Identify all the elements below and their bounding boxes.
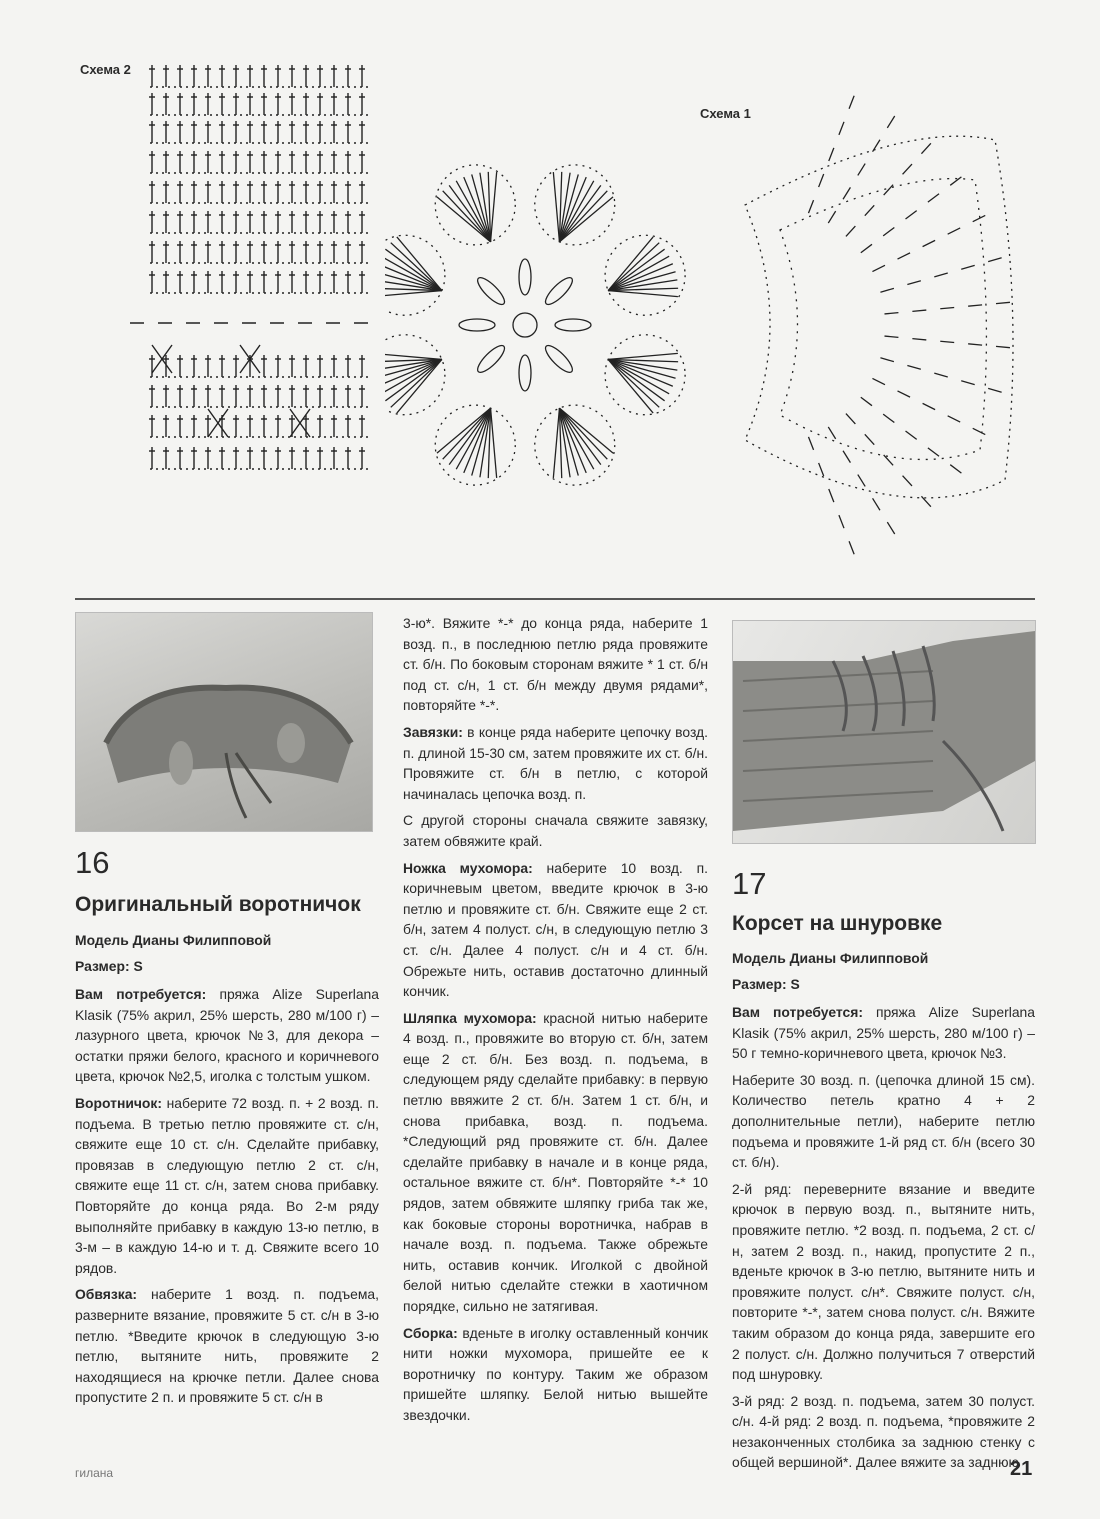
- page-number: 21: [1010, 1458, 1033, 1480]
- project-17-number: 17: [732, 866, 767, 901]
- project-16-size: Размер: S: [75, 958, 143, 974]
- stem-paragraph: Ножка мухомора: наберите 10 возд. п. коричневым цветом, введите крючок в 3-ю петлю и провяжите ст. б/н. Свяжите еще 2 ст. б/н, затем 4 полуст. с/н, в следующую петлю 3 ст. с/н. Далее 4 полуст. с/н и 4 ст. б/н. Обрежьте нить, оставив достаточно длинный кончик.: [403, 859, 708, 1000]
- collar-photo: [75, 612, 373, 832]
- scheme-2-diagram: [120, 55, 390, 495]
- footer-brand: гилана: [75, 1466, 114, 1480]
- corset-materials-paragraph: Вам потребуется: пряжа Alize Superlana Klasik (75% акрил, 25% шерсть, 280 м/100 г) – 50 г темно-коричневого цвета, крючок №3.: [732, 1004, 1035, 1062]
- project-16-number: 16: [75, 845, 110, 880]
- project-17-size: Размер: S: [732, 976, 800, 992]
- project-16-title: Оригинальный воротничок: [75, 893, 361, 916]
- corset-start-paragraph: Наберите 30 возд. п. (цепочка длиной 15 см). Количество петель кратно 4 + 2 дополнительные петли), наберите петлю подъема и провяжите 1-й ряд ст. б/н (всего 30 ст. б/н).: [732, 1071, 1035, 1171]
- column-2-text: [403, 613, 708, 1432]
- scheme-1-label: Схема 1: [700, 106, 751, 121]
- column-3-text: [732, 1002, 1035, 1479]
- collar-paragraph: Воротничок: наберите 72 возд. п. + 2 возд. п. подъема. В третью петлю провяжите ст. с/н, свяжите еще 10 ст. с/н. Сделайте прибавку, провязав в следующую петлю 2 ст. с/н, свяжите еще 11 ст. с/н, затем снова прибавку. Повторяйте до конца ряда. Во 2-м ряду выполняйте прибавку в каждую 13-ю петлю, в 3-м – в каждую 14-ю и т. д. Свяжите всего 10 рядов.: [75, 1094, 379, 1276]
- edging-continued-paragraph: 3-ю*. Вяжите *-* до конца ряда, наберите 1 возд. п., в последнюю петлю ряда провяжите ст. б/н. По боковым сторонам вяжите * 1 ст. б/н под ст. с/н, 1 ст. б/н между двумя рядами*, повторяйте *-*.: [403, 615, 708, 714]
- corset-photo: [732, 620, 1036, 844]
- column-1-text: [75, 984, 379, 1414]
- edging-paragraph: Обвязка: наберите 1 возд. п. подъема, разверните вязание, провяжите 5 ст. с/н в 3-ю петлю. *Введите крючок в следующую 3-ю петлю, вытяните нить, провяжите 2 находящиеся на крючке петли. Далее снова пропустите 2 п. и провяжите 5 ст. с/н в: [75, 1286, 379, 1406]
- corset-row3-paragraph: 3-й ряд: 2 возд. п. подъема, затем 30 полуст. с/н. 4-й ряд: 2 возд. п. подъема, *провяжите 2 незаконченных столбика за заднюю стенку с общей вершиной*. Далее вяжите за заднюю: [732, 1392, 1035, 1471]
- scheme-1-diagram: [385, 60, 1035, 590]
- project-17-title: Корсет на шнуровке: [732, 912, 943, 935]
- project-16-model: Модель Дианы Филипповой: [75, 932, 272, 948]
- corset-row2-paragraph: 2-й ряд: переверните вязание и введите крючок в первую возд. п., вытяните нить, провяжите петлю. *2 возд. п. подъема, 2 ст. с/н, затем 2 возд. п., накид, пропустите 2 п., вденьте крючок в 3-ю петлю, вытяните нить и провяжите полуст. с/н*. Свяжите полуст. с/н, повторите *-*, затем снова полуст. с/н. Вяжите таким образом до конца ряда, завершите его 2 полуст. с/н. Должно получиться 7 отверстий под шнуровку.: [732, 1180, 1035, 1383]
- materials-paragraph: Вам потребуется: пряжа Alize Superlana Klasik (75% акрил, 25% шерсть, 280 м/100 г) – лазурного цвета, крючок №3, для декора – остатки пряжи белого, красного и коричневого цвета, крючок №2,5, иголка с толстым ушком.: [75, 986, 379, 1085]
- ties-paragraph: Завязки: в конце ряда наберите цепочку возд. п. длиной 15-30 см, затем провяжите их ст. б/н. Провяжите ст. б/н в петлю, с которой начиналась цепочка возд. п.: [403, 723, 708, 802]
- assembly-paragraph: Сборка: вденьте в иголку оставленный кончик нити ножки мухомора, пришейте ее к воротничку по контуру. Таким же образом пришейте шляпку. Белой нитью вышейте звездочки.: [403, 1324, 708, 1423]
- other-side-paragraph: С другой стороны сначала свяжите завязку, затем обвяжите край.: [403, 812, 708, 849]
- section-divider: [75, 598, 1035, 600]
- scheme-2-label: Схема 2: [80, 62, 131, 77]
- project-17-model: Модель Дианы Филипповой: [732, 950, 929, 966]
- cap-paragraph: Шляпка мухомора: красной нитью наберите 4 возд. п., провяжите во вторую ст. б/н, затем еще 2 ст. б/н. Без возд. п. подъема, в следующем ряду сделайте прибавку: в первую петлю ввяжите 2 ст. б/н. Затем 1 ст. б/н, и снова прибавка, возд. п. подъема. *Следующий ряд провяжите ст. б/н. Далее сделайте прибавку в начале и в конце ряда, остальное вяжите ст. б/н*. Повторяйте *-* 10 рядов, затем обвяжите шляпку гриба так же, как боковые стороны воротничка, набрав в начале возд. п. подъема. Также обрежьте нить, оставив кончик. Иголкой с двойной белой нитью сделайте стежки в хаотичном порядке, сильно не затягивая.: [403, 1009, 708, 1314]
